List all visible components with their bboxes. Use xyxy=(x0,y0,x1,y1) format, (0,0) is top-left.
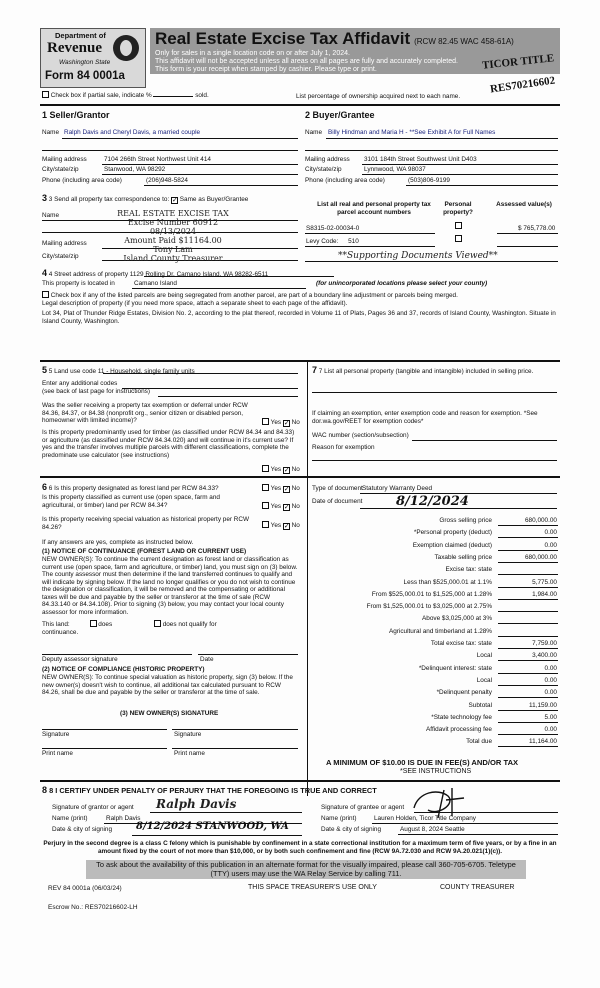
perjury-notice: Perjury in the second degree is a class C felony which is punishable by confinement in a state correctional institution for a maximum term of five years, or by a fine in an amount fixed by the court of not more than $10,000, or by both such confinement and fine (RCW 9A.72.030 and RCW 9A.20.021(1)(c)). xyxy=(43,840,557,855)
s6q1-yes-no: Yes ✓ No xyxy=(262,484,300,493)
tax-row-value[interactable]: 0.00 xyxy=(544,677,557,684)
tax-row-underline xyxy=(498,697,558,698)
s6q1-no-checkbox[interactable] xyxy=(283,486,290,493)
logo-revenue: Revenue xyxy=(47,40,102,56)
logo-state: Washington State xyxy=(59,59,111,66)
tax-row-label: Total due xyxy=(466,738,492,745)
correspondence-heading: 3 3 Send all property tax correspondence to: ✓ Same as Buyer/Grantee xyxy=(42,193,248,204)
wac-label: WAC number (section/subsection) xyxy=(312,432,409,439)
tax-row-underline xyxy=(498,623,558,624)
same-as-buyer-checkbox[interactable] xyxy=(171,197,178,204)
certify-heading: 8 8 I CERTIFY UNDER PENALTY OF PERJURY THAT THE FOREGOING IS TRUE AND CORRECT xyxy=(42,785,377,795)
timber-question: Is this property predominantly used for timber (as classified under RCW 84.34 and 84.33) or agriculture (as classified under RCW 84.34.020) and will continue in it's current use? If yes and the transfer involves multiple parcels with different classifications, complete the predominate use calculator (see instructions) xyxy=(42,429,295,459)
seller-city[interactable]: Stanwood, WA 98292 xyxy=(104,166,166,173)
tax-row-underline xyxy=(498,636,558,637)
new-owner-signature-label-2: Signature xyxy=(174,731,202,738)
levy-code-row: Levy Code: 510 xyxy=(306,238,359,245)
legal-description[interactable]: Lot 34, Plat of Thunder Ridge Estates, Division No. 2, according to the plat thereof, recorded in Volume 11 of Plats, Pages 36 and 37, records of Island County, Washington. Situate in Island County, Washington. xyxy=(42,310,556,325)
doc-date-label: Date of document xyxy=(312,498,363,505)
tax-row-value[interactable]: 680,000.00 xyxy=(525,517,557,524)
grantor-date-label: Date & city of signing xyxy=(52,826,113,833)
tax-row-underline xyxy=(498,574,558,575)
grantee-name[interactable]: Lauren Holden, Ticor Title Company xyxy=(374,815,476,822)
header-line-2: This affidavit will not be accepted unless all areas on all pages are fully and accurately completed. xyxy=(155,58,458,65)
grantee-name-label: Name (print) xyxy=(321,815,357,822)
compliance-text: NEW OWNER(S): To continue special valuation as historic property, sign (3) below. If the new owner(s) doesn't wish to continue, all additional tax calculated pursuant to RCW 84.26, shall be due and payable by the seller or transferor at the time of sale. xyxy=(42,674,293,697)
buyer-heading: 2 Buyer/Grantee xyxy=(305,110,375,120)
buyer-phone[interactable]: (503)806-9199 xyxy=(408,177,450,184)
tax-row-label: Gross selling price xyxy=(439,517,492,524)
street-address[interactable]: 1129 Rolling Dr, Camano Island, WA 98282-6511 xyxy=(129,271,269,278)
seller-mailing-label: Mailing address xyxy=(42,156,87,163)
header-line-1: Only for sales in a single location code on or after July 1, 2024. xyxy=(155,50,350,57)
new-owner-signature-label-1: Signature xyxy=(42,731,70,738)
tax-row-label: *Delinquent penalty xyxy=(436,689,492,696)
seller-heading: 1 Seller/Grantor xyxy=(42,110,110,120)
tax-row-underline xyxy=(498,673,558,674)
seller-phone-label: Phone (including area code) xyxy=(42,177,122,184)
continuance-word: continuance. xyxy=(42,629,79,636)
tax-row-value[interactable]: 0.00 xyxy=(544,665,557,672)
corr-name-label: Name xyxy=(42,212,60,219)
s6q3-yes-checkbox[interactable] xyxy=(262,521,269,528)
exemption-claim-note: If claiming an exemption, enter exemption code and reason for exemption. *See dor.wa.gov/REET for exemption codes* xyxy=(312,410,538,425)
header-line-3: This form is your receipt when stamped by cashier. Please type or print. xyxy=(155,66,377,73)
print-name-label-1: Print name xyxy=(42,750,73,757)
personal-property-header: Personal property? xyxy=(443,201,473,216)
corr-city-label: City/state/zip xyxy=(42,253,79,260)
personal-property-heading: 7 7 List all personal property (tangible and intangible) included in selling price. xyxy=(312,365,534,375)
tax-row-value[interactable]: 1,984.00 xyxy=(532,591,557,598)
q1-yes-no: Yes ✓ No xyxy=(262,418,300,427)
tax-row-label: Exemption claimed (deduct) xyxy=(412,542,492,549)
forest-land-question: 6 6 Is this property designated as forest land per RCW 84.33? xyxy=(42,482,219,492)
tax-row-value[interactable]: 680,000.00 xyxy=(525,554,557,561)
minimum-due-note: A MINIMUM OF $10.00 IS DUE IN FEE(S) AND/OR TAX xyxy=(326,758,519,767)
tax-row-underline xyxy=(498,746,558,747)
tax-row-underline xyxy=(498,648,558,649)
corr-mailing-label: Mailing address xyxy=(42,240,87,247)
excise-receipt-stamp: REAL ESTATE EXCISE TAX Excise Number 60912 08/13/2024 Amount Paid $11164.00 Tony Lam Island County Treasurer xyxy=(117,209,229,263)
tax-row-underline xyxy=(498,734,558,735)
partial-sale-row: Check box if partial sale, indicate % sold. xyxy=(42,91,209,100)
grantee-signature-label: Signature of grantee or agent xyxy=(321,804,405,811)
s6q2-no-checkbox[interactable] xyxy=(283,504,290,511)
this-land-row: This land: does does not qualify for xyxy=(42,621,217,628)
tax-row-label: Subtotal xyxy=(468,702,492,709)
assessed-header: Assessed value(s) xyxy=(496,201,552,208)
q2-yes-no: Yes ✓ No xyxy=(262,465,300,474)
segregated-row: Check box if any of the listed parcels are being segregated from another parcel, are part of a boundary line adjustment or parcels being merged. xyxy=(42,291,458,300)
seller-name-label: Name xyxy=(42,129,60,136)
tax-row-underline xyxy=(498,562,558,563)
tax-row-label: *State technology fee xyxy=(431,714,492,721)
tax-row-underline xyxy=(498,660,558,661)
ticor-stamp: TICOR TITLE xyxy=(481,52,555,72)
buyer-phone-label: Phone (including area code) xyxy=(305,177,385,184)
tax-row-label: Above $3,025,000 at 3% xyxy=(422,615,492,622)
compliance-title: (2) NOTICE OF COMPLIANCE (HISTORIC PROPERTY) xyxy=(42,666,205,673)
ownership-note: List percentage of ownership acquired next to each name. xyxy=(296,93,461,100)
form-header xyxy=(40,28,560,88)
grantor-signature-label: Signature of grantor or agent xyxy=(52,804,134,811)
parcel-number[interactable]: S8315-02-00034-0 xyxy=(306,225,360,232)
doc-type[interactable]: Statutory Warranty Deed xyxy=(362,485,433,492)
buyer-mailing[interactable]: 3101 184th Street Southwest Unit D403 xyxy=(364,156,477,163)
any-yes-note: If any answers are yes, complete as instructed below. xyxy=(42,539,194,546)
does-not-checkbox[interactable] xyxy=(154,620,161,627)
tax-row-value[interactable]: 5,775.00 xyxy=(532,579,557,586)
s6q1-yes-checkbox[interactable] xyxy=(262,484,269,491)
new-owner-signature-title: (3) NEW OWNER(S) SIGNATURE xyxy=(120,710,219,717)
buyer-name-label: Name xyxy=(305,129,323,136)
doc-type-label: Type of document xyxy=(312,485,363,492)
tax-row-underline xyxy=(498,525,558,526)
tax-row-value[interactable]: 11,164.00 xyxy=(529,738,557,745)
tax-row-value[interactable]: 0.00 xyxy=(544,689,557,696)
divider xyxy=(40,104,560,106)
reason-label: Reason for exemption xyxy=(312,444,375,451)
seller-phone[interactable]: (206)948-5824 xyxy=(146,177,188,184)
tax-row-label: Agricultural and timberland at 1.28% xyxy=(388,628,492,635)
tax-row-label: *Personal property (deduct) xyxy=(413,529,492,536)
current-use-question: Is this property classified as current use (open space, farm and agricultural, or timber) land per RCW 84.34? xyxy=(42,494,220,509)
see-instructions: *SEE INSTRUCTIONS xyxy=(400,768,472,775)
buyer-city[interactable]: Lynnwood, WA 98037 xyxy=(364,166,426,173)
q1-no-checkbox[interactable] xyxy=(283,420,290,427)
assessed-value[interactable]: $ 765,778.00 xyxy=(518,225,556,232)
tax-row-underline xyxy=(498,611,558,612)
tax-row-value[interactable]: 11,159.00 xyxy=(529,702,557,709)
deputy-signature-label: Deputy assessor signature xyxy=(42,656,118,663)
tax-row-label: *Delinquent interest: state xyxy=(418,665,492,672)
q1-yes-checkbox[interactable] xyxy=(262,418,269,425)
legal-label: Legal description of property (if you need more space, attach a separate sheet to each page of the affidavit). xyxy=(42,300,348,307)
tax-row-label: Affidavit processing fee xyxy=(426,726,492,733)
s6q2-yes-no: Yes ✓ No xyxy=(262,502,300,511)
grantor-signature[interactable]: Ralph Davis xyxy=(156,797,237,811)
form-number: Form 84 0001a xyxy=(45,70,125,82)
grantee-date-label: Date & city of signing xyxy=(321,826,382,833)
tax-row-label: Excise tax: state xyxy=(445,566,492,573)
does-checkbox[interactable] xyxy=(90,620,97,627)
escrow-number: Escrow No.: RES70216602-LH xyxy=(48,904,138,911)
deputy-date-label: Date xyxy=(200,656,214,663)
grantor-name[interactable]: Ralph Davis xyxy=(106,815,141,822)
logo-dept: Department of xyxy=(55,31,106,40)
print-name-label-2: Print name xyxy=(174,750,205,757)
supporting-docs-stamp: **Supporting Documents Viewed** xyxy=(338,251,498,261)
form-revision: REV 84 0001a (06/03/24) xyxy=(48,885,122,892)
continuance-title: (1) NOTICE OF CONTINUANCE (FOREST LAND OR CURRENT USE) xyxy=(42,548,247,555)
tax-row-label: Local xyxy=(476,677,492,684)
tax-row-underline xyxy=(498,722,558,723)
buyer-mailing-label: Mailing address xyxy=(305,156,350,163)
see-back-note: (see back of last page for instructions) xyxy=(42,388,150,395)
s6q2-yes-checkbox[interactable] xyxy=(262,502,269,509)
s6q3-yes-no: Yes ✓ No xyxy=(262,521,300,530)
tax-row-label: Less than $525,000.01 at 1.1% xyxy=(403,579,492,586)
tax-row-underline xyxy=(498,599,558,600)
title-band xyxy=(150,28,560,74)
tax-row-underline xyxy=(498,550,558,551)
grantor-date-city[interactable]: 8/12/2024 STANWOOD, WA xyxy=(136,821,289,832)
unincorporated-note: (for unincorporated locations please select your county) xyxy=(316,280,488,287)
land-use-row: 5 5 Land use code 11 - Household, single family units xyxy=(42,365,195,375)
tax-row-label: Taxable selling price xyxy=(434,554,492,561)
personal-property-checkbox-2[interactable] xyxy=(455,235,462,242)
tax-row-value[interactable]: 7,759.00 xyxy=(532,640,557,647)
located-label: This property is located in xyxy=(42,280,115,287)
tax-row-value[interactable]: 0.00 xyxy=(544,542,557,549)
additional-codes-label: Enter any additional codes xyxy=(42,380,118,387)
county-treasurer-label: COUNTY TREASURER xyxy=(440,884,515,891)
tax-row-value[interactable]: 3,400.00 xyxy=(532,652,557,659)
land-use-code[interactable]: 11 - Household, single family units xyxy=(97,368,195,375)
segregated-checkbox[interactable] xyxy=(42,291,49,298)
grantor-name-label: Name (print) xyxy=(52,815,88,822)
parcels-header: List all real and personal property tax parcel account numbers xyxy=(317,201,431,216)
exemption-question: Was the seller receiving a property tax exemption or deferral under RCW 84.36, 84.37, or 84.38 (nonprofit org., senior citizen or disabled person, homeowner with limited income)? xyxy=(42,402,248,425)
buyer-name[interactable]: Billy Hindman and Maria H - **See Exhibit A for Full Names xyxy=(328,129,496,136)
seller-city-label: City/state/zip xyxy=(42,166,79,173)
tax-row-value[interactable]: 5.00 xyxy=(544,714,557,721)
grantee-date-city[interactable]: August 8, 2024 Seattle xyxy=(400,826,465,833)
treasurer-use-label: THIS SPACE TREASURER'S USE ONLY xyxy=(248,884,377,891)
tax-row-value[interactable]: 0.00 xyxy=(544,726,557,733)
q2-no-checkbox[interactable] xyxy=(283,467,290,474)
accessibility-notice: To ask about the availability of this publication in an alternate format for the visually impaired, please call 360-705-6705. Teletype (TTY) users may use the WA Relay Service by calling 711. xyxy=(86,860,526,879)
tax-row-underline xyxy=(498,685,558,686)
tax-row-label: Local xyxy=(476,652,492,659)
form-title: Real Estate Excise Tax Affidavit (RCW 82.45 WAC 458-61A) xyxy=(155,29,514,48)
tax-row-label: From $525,000.01 to $1,525,000 at 1.28% xyxy=(371,591,492,598)
statute: (RCW 82.45 WAC 458-61A) xyxy=(414,37,514,46)
tax-row-value[interactable]: 0.00 xyxy=(544,529,557,536)
q2-yes-checkbox[interactable] xyxy=(262,465,269,472)
partial-sale-checkbox[interactable] xyxy=(42,91,49,98)
doc-date[interactable]: 8/12/2024 xyxy=(396,494,469,509)
historic-question: Is this property receiving special valuation as historical property per RCW 84.26? xyxy=(42,516,250,531)
tax-row-underline xyxy=(498,587,558,588)
tax-row-underline xyxy=(498,537,558,538)
seller-mailing[interactable]: 7104 266th Street Northwest Unit 414 xyxy=(104,156,211,163)
tax-row-underline xyxy=(498,710,558,711)
street-address-row: 4 4 Street address of property 1129 Rolling Dr, Camano Island, WA 98282-6511 xyxy=(42,268,269,278)
located-in[interactable]: Camano Island xyxy=(134,280,177,287)
buyer-city-label: City/state/zip xyxy=(305,166,342,173)
dor-swirl-icon xyxy=(113,35,139,61)
s6q3-no-checkbox[interactable] xyxy=(283,523,290,530)
ticor-number-stamp: RES70216602 xyxy=(489,74,556,96)
dor-logo xyxy=(40,28,146,88)
personal-property-checkbox-1[interactable] xyxy=(455,222,462,229)
tax-row-label: From $1,525,000.01 to $3,025,000 at 2.75% xyxy=(366,603,492,610)
continuance-text: NEW OWNER(S): To continue the current designation as forest land or classification as current use (open space, farm and agriculture, or timber) land, you must sign on (3) below. The county assessor must then determine if the land transferred continues to qualify and will indicate by signing below. If the land no longer qualifies or you do not wish to continue the designation or classification, it will be removed and the compensating or additional taxes will be due and payable by the seller or transferor at the time of sale (RCW 84.33.140 or 84.34.108). Prior to signing (3) below, you may contact your local county assessor for more information. xyxy=(42,556,298,616)
tax-row-label: Total excise tax: state xyxy=(430,640,492,647)
seller-name[interactable]: Ralph Davis and Cheryl Davis, a married couple xyxy=(64,129,201,136)
